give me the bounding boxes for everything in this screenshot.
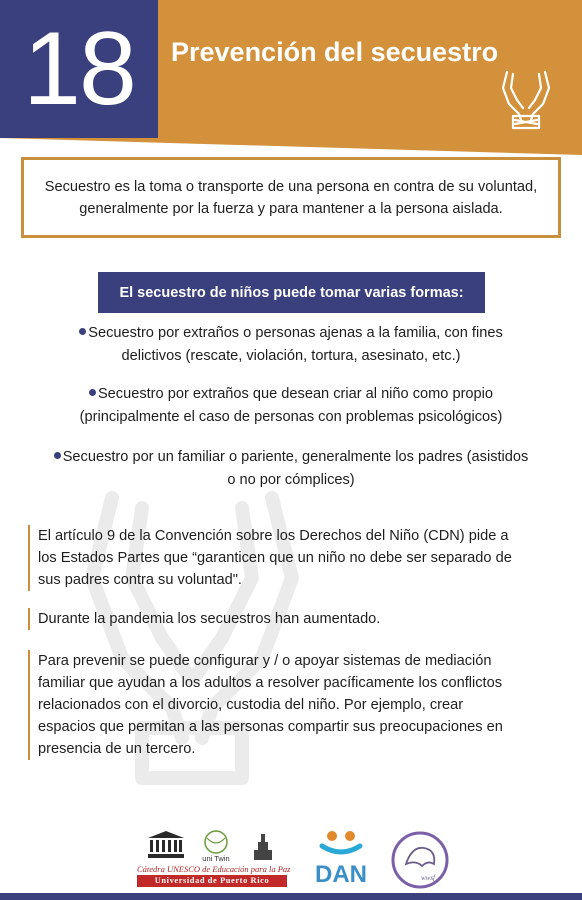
svg-text:DAN: DAN <box>315 861 367 888</box>
article-paragraph: El artículo 9 de la Convención sobre los Derechos del Niño (CDN) pide a los Estados Partes que “garanticen que un niño no debe ser separado de sus padres contra su voluntad". <box>28 525 558 591</box>
footer-logos <box>0 818 582 890</box>
unitwin-logo <box>196 826 236 864</box>
bottom-bar <box>0 893 582 900</box>
list-item: Secuestro por un familiar o pariente, generalmente los padres (asistidos o no por cómplices) <box>20 446 562 492</box>
definition-box <box>21 157 561 238</box>
wwsf-logo-icon <box>390 830 450 890</box>
bullet-dot-icon <box>79 328 86 335</box>
upr-tower-icon <box>252 832 274 860</box>
unesco-logo-icon <box>146 830 186 860</box>
chapter-number-box <box>0 0 158 138</box>
bullet-dot-icon <box>89 389 96 396</box>
university-name: Universidad de Puerto Rico <box>137 875 287 887</box>
definition-text: Secuestro es la toma o transporte de una persona en contra de su voluntad, generalmente por la fuerza y para mantener a la persona aislada. <box>44 178 538 217</box>
forms-heading-banner <box>98 272 485 313</box>
unitwin-globe-icon <box>196 826 236 864</box>
list-item: Secuestro por extraños que desean criar al niño como propio (principalmente el caso de personas con problemas psicológicos) <box>79 386 503 425</box>
svg-text:wwsf: wwsf <box>420 874 436 882</box>
prevention-paragraph: Para prevenir se puede configurar y / o apoyar sistemas de mediación familiar que ayudan a los adultos a resolver pacíficamente los conflictos relacionados con el divorcio, custodia del niño. Por ejemplo, crear espacios que permitan a las personas compartir sus preocupaciones en presencia de un tercero. <box>28 650 558 760</box>
forms-heading: El secuestro de niños puede tomar varias formas: <box>119 284 464 301</box>
catedra-text: Cátedra UNESCO de Educación para la Paz <box>137 864 291 874</box>
dan-logo-icon <box>308 828 374 888</box>
chapter-number: 18 <box>23 11 135 127</box>
list-item: Secuestro por extraños o personas ajenas a la familia, con fines delictivos (rescate, violación, tortura, asesinato, etc.) <box>20 322 562 368</box>
pandemic-paragraph: Durante la pandemia los secuestros han aumentado. <box>28 608 558 630</box>
bound-hands-icon <box>499 70 553 134</box>
bullet-dot-icon <box>54 452 61 459</box>
page-title: Prevención del secuestro <box>171 37 499 67</box>
svg-text:uni Twin: uni Twin <box>202 854 230 863</box>
